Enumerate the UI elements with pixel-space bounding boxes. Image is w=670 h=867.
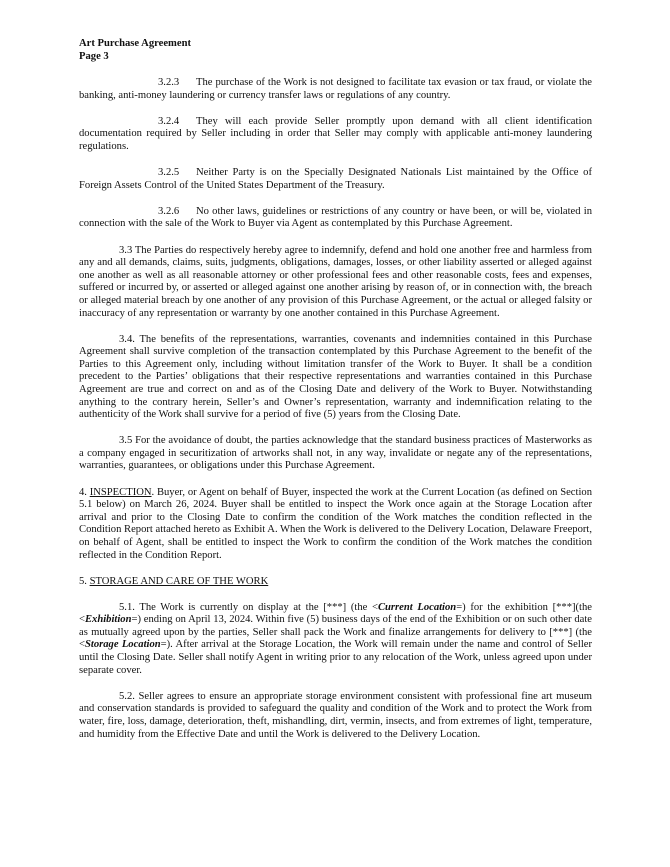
section-text: . Buyer, or Agent on behalf of Buyer, inspected the work at the Current Location (as defined on Section 5.1 below) on March 26, 2024. Buyer shall be entitled to inspect the Work once again at the Storage Location after arrival and prior to the Closing Date to confirm the condition of the Work matches the condition reflected in the Condition Report attached hereto as Exhibit A. When the Work is delivered to the Delivery Location, Delaware Freeport, on behalf of Agent, shall be entitled to inspect the Work to confirm the condition of the Work matches the condition reflected in the Condition Report.: [79, 486, 592, 561]
page-number: Page 3: [79, 50, 109, 62]
defined-term: Storage Location: [84, 639, 161, 651]
section-number: 5.: [79, 575, 87, 587]
clause-number: 3.2.4: [158, 115, 180, 127]
defined-term: Exhibition: [84, 614, 132, 626]
clause-3-5: 3.5 For the avoidance of doubt, the parties acknowledge that the standard business practices of Masterworks as a company engaged in securitization of artworks shall not, in any way, invalidate or negate any of the representations, warranties, guarantees, or obligations under this Purchase Agreement.: [79, 435, 592, 472]
section-heading: STORAGE AND CARE OF THE WORK: [89, 575, 269, 587]
clause-text: The purchase of the Work is not designed to facilitate tax evasion or tax fraud, or violate the banking, anti-money laundering or currency transfer laws or regulations of any country.: [79, 77, 592, 101]
clause-3-2-4: [79, 116, 592, 154]
section-number: 4.: [79, 486, 87, 498]
clause-text: =) for the exhibition [***](the <: [79, 601, 593, 626]
clause-number: 3.2.5: [158, 167, 180, 179]
section-5-storage: [79, 576, 592, 589]
clause-3-2-5: [79, 167, 592, 192]
defined-term: Current Location: [377, 601, 457, 613]
clause-text: They will each provide Seller promptly upon demand with all client identification documentation required by Seller including in order that Seller may comply with applicable anti-money laundering regulations.: [79, 115, 592, 153]
clause-text: =) ending on April 13, 2024. Within five (5) business days of the end of the Exhibition or on such other date as mutually agreed upon by the parties, Seller shall pack the Work and finalize arrangements for delivery to [***] (the <: [79, 614, 592, 651]
clause-3-3: 3.3 The Parties do respectively hereby agree to indemnify, defend and hold one another free and harmless from any and all demands, claims, suits, judgments, obligations, damages, losses, or other liability asserted or alleged against one another as well as all reasonable attorney or other professional fees and other reasonable costs, fees and expenses, suffered or incurred by, or asserted or alleged against one another arising by reason of, or in connection with, the breach or alleged material breach by one another of any provision of this Purchase Agreement, or the actual or alleged falsity or inaccuracy of any representation or warranty by one another contained in this Purchase Agreement.: [79, 244, 592, 319]
clause-text: Neither Party is on the Specially Designated Nationals List maintained by the Office of Foreign Assets Control of the United States Department of the Treasury.: [79, 167, 592, 191]
page-header: [79, 38, 592, 63]
document-title: Art Purchase Agreement: [79, 38, 191, 49]
clause-text: 5.1. The Work is currently on display at the [***] (the <: [119, 601, 378, 613]
clause-number: 3.2.3: [158, 77, 180, 89]
section-4-inspection: [79, 487, 592, 563]
clause-5-2: 5.2. Seller agrees to ensure an appropriate storage environment consistent with professional fine art museum and conservation standards is provided to safeguard the quality and condition of the Work and to protect the Work from water, fire, loss, damage, deterioration, theft, mishandling, dirt, vermin, insects, and from extremes of light, temperature, and humidity from the Effective Date and until the Work is delivered to the Delivery Location.: [79, 690, 592, 740]
clause-3-2-3: [79, 77, 592, 102]
clause-3-2-6: [79, 206, 592, 231]
clause-5-1: [79, 602, 592, 678]
document-page: [79, 38, 592, 755]
clause-3-4: 3.4. The benefits of the representations, warranties, covenants and indemnities contained in this Purchase Agreement shall survive completion of the transaction contemplated by this Purchase Agreement to the benefit of the Parties to this Agreement only, including without limitation transfer of the Work to Buyer. It shall be a condition precedent to the Parties’ obligations that their respective representations and warranties contained in this Purchase Agreement are true and correct on and as of the Closing Date and delivery of the Work to Buyer. Notwithstanding anything to the contrary herein, Seller’s and Owner’s representation, warranty and indemnification relating to the authenticity of the Work shall survive for a period of five (5) years from the Closing Date.: [79, 333, 592, 421]
clause-text: No other laws, guidelines or restrictions of any country or have been, or will be, violated in connection with the sale of the Work to Buyer via Agent as contemplated by this Purchase Agreement.: [79, 205, 592, 230]
clause-text: =). After arrival at the Storage Location, the Work will remain under the name and control of Seller until the Closing Date. Seller shall notify Agent in writing prior to any relocation of the Work, unless agreed upon under separate cover.: [79, 639, 593, 676]
section-heading: INSPECTION: [89, 486, 152, 498]
clause-number: 3.2.6: [158, 205, 180, 217]
